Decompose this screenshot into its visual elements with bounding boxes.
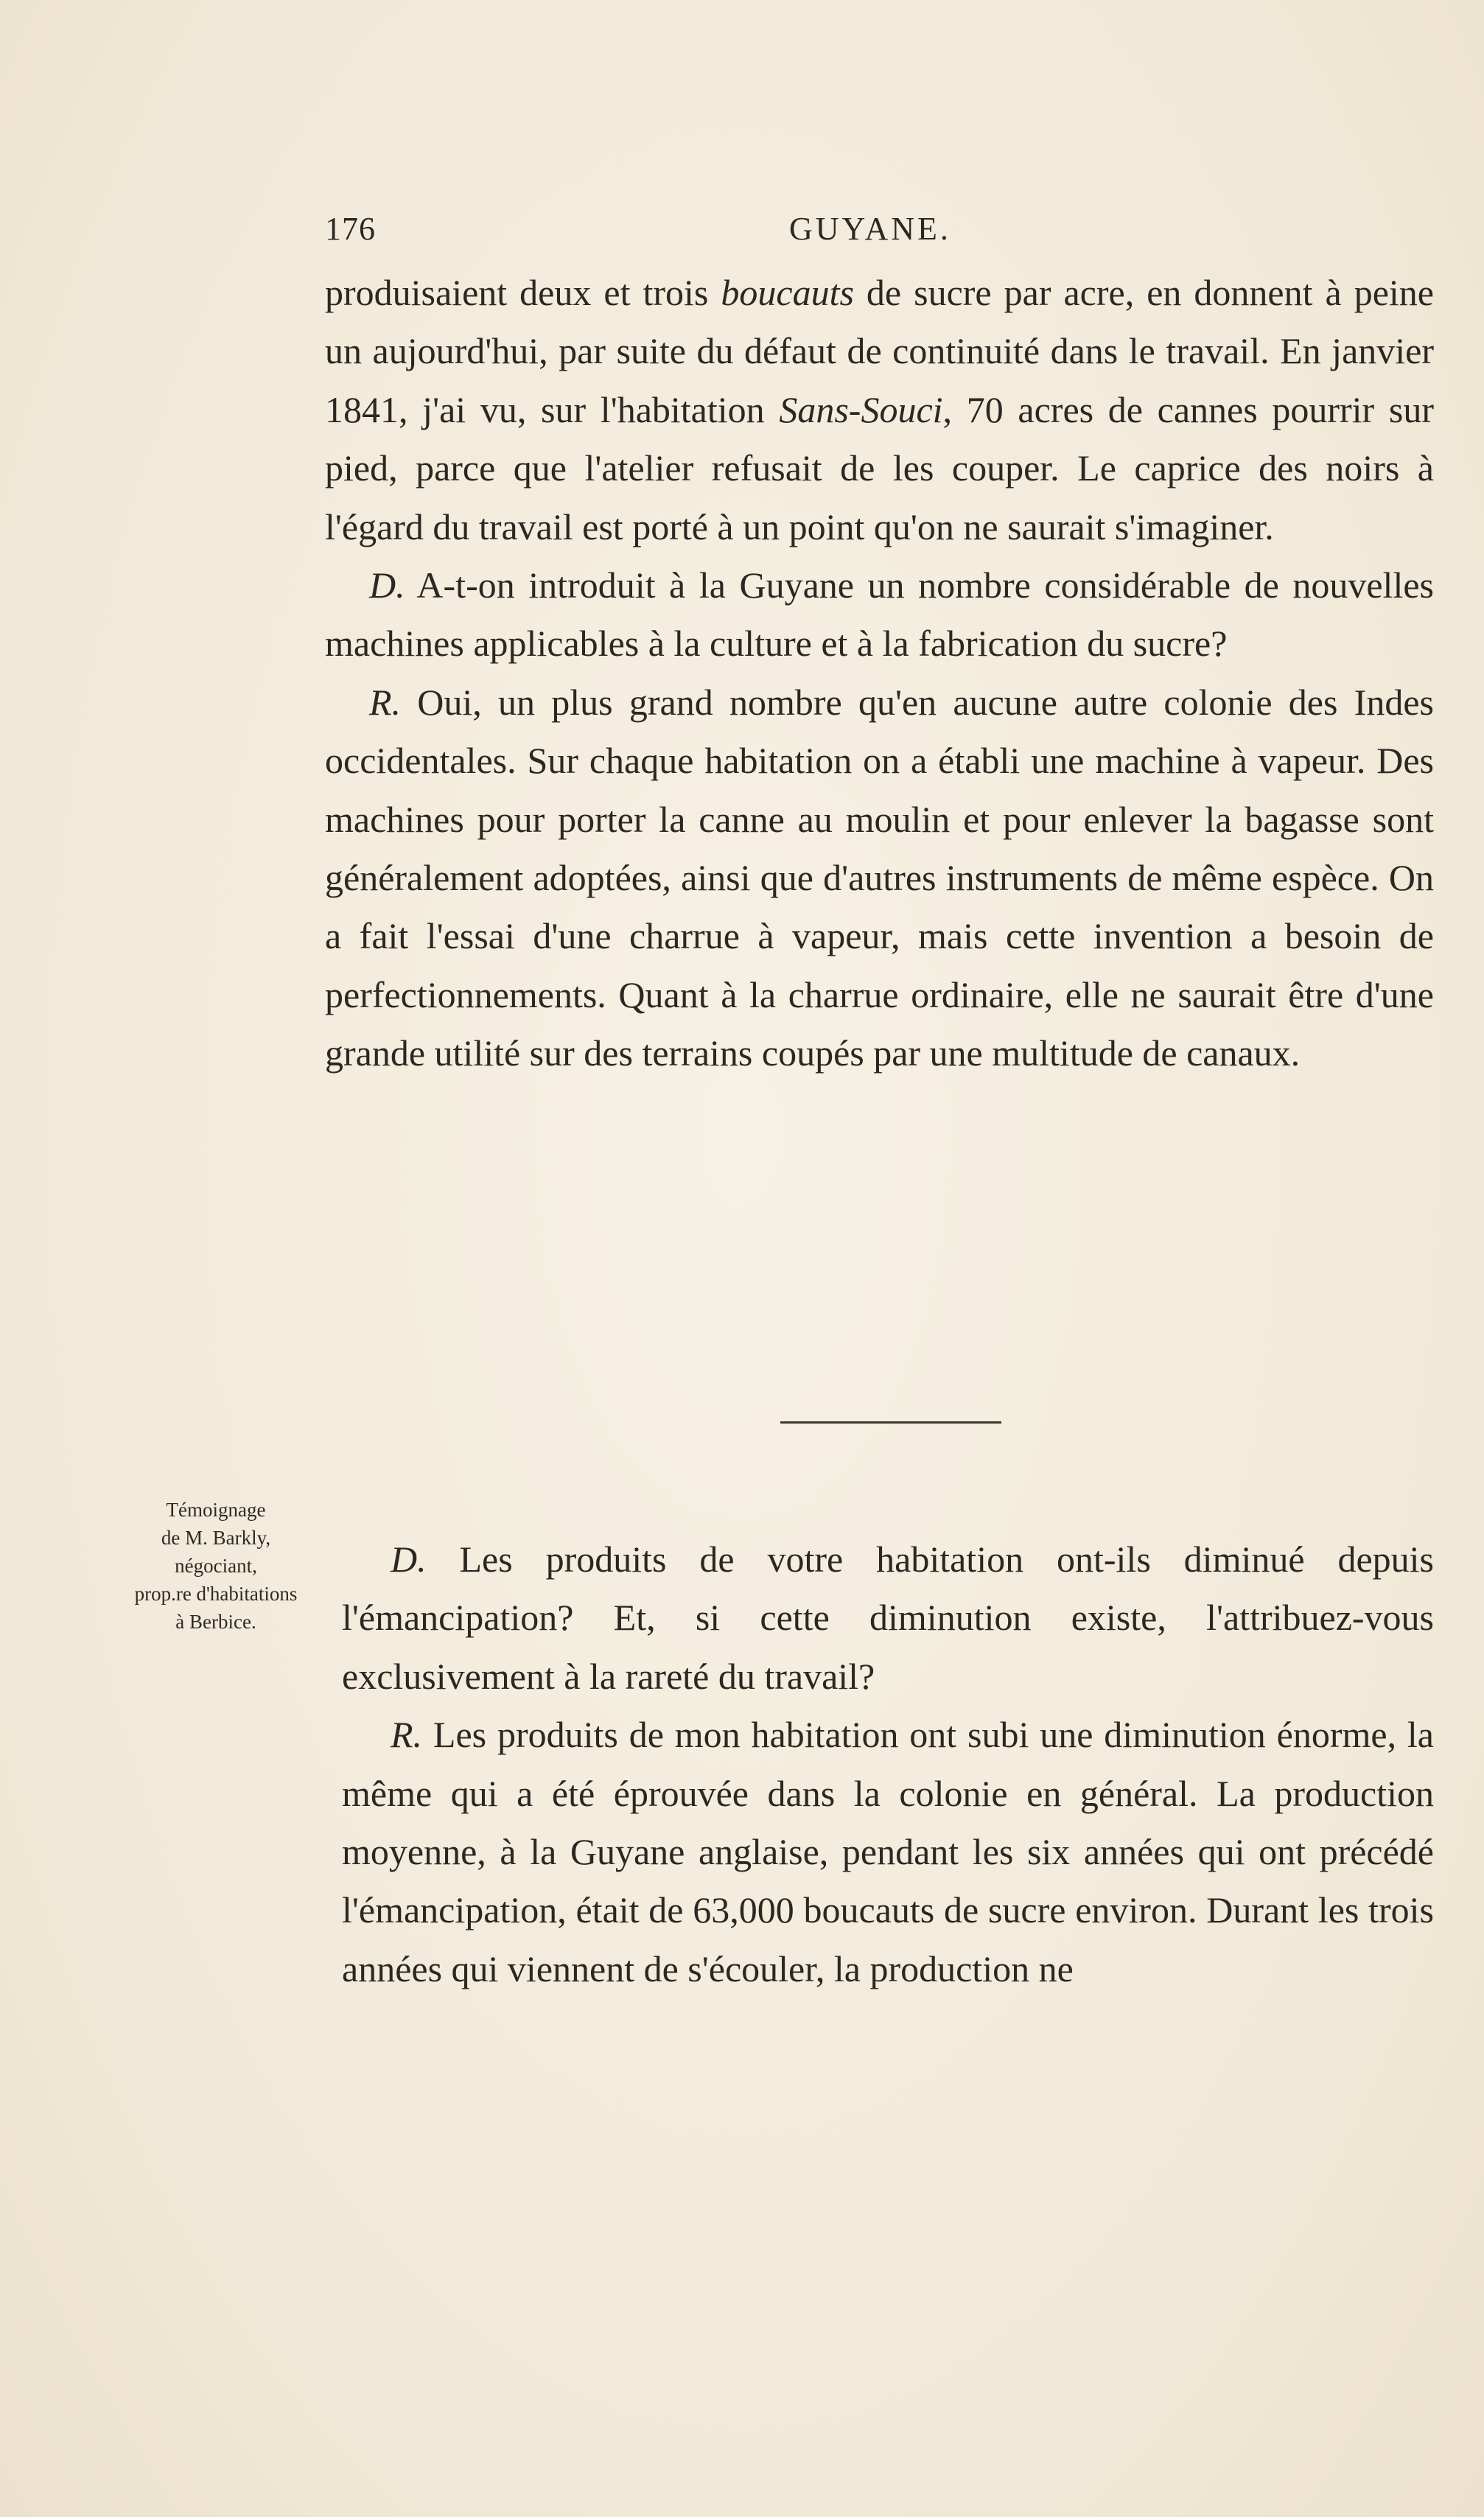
answer-paragraph: R. Oui, un plus grand nombre qu'en aucune autre colonie des Indes occidentales. Sur chaque habitation on a établi une machine à vapeur. Des machines pour porter la canne au moulin et pour enlever la bagasse sont généralement adoptées, ainsi que d'autres instruments de même espèce. On a fait l'essai d'une charrue à vapeur, mais cette invention a besoin de perfectionnements. Quant à la charrue ordinaire, elle ne saurait être d'une grande utilité sur des terrains coupés par une multitude de canaux. bbox=[325, 681, 1434, 1074]
section-divider bbox=[780, 1421, 1001, 1424]
question-marker: D. bbox=[391, 1538, 427, 1580]
question-paragraph: D. A-t-on introduit à la Guyane un nombre considérable de nouvelles machines applicables à la culture et à la fabrication du sucre? bbox=[325, 564, 1434, 665]
question-marker: D. bbox=[369, 564, 405, 606]
margin-note: Témoignage de M. Barkly, négociant, prop.re d'habitations à Berbice. bbox=[134, 1499, 298, 1633]
answer-marker: R. bbox=[369, 681, 402, 723]
main-text-block bbox=[325, 264, 1434, 1083]
answer-paragraph: R. Les produits de mon habitation ont subi une diminution énorme, la même qui a été éprouvée dans la colonie en général. La production moyenne, à la Guyane anglaise, pendant les six années qui ont précédé l'émancipation, était de 63,000 boucauts de sucre environ. Durant les trois années qui viennent de s'écouler, la production ne bbox=[342, 1714, 1434, 1989]
question-paragraph: D. Les produits de votre habitation ont-ils diminué depuis l'émancipation? Et, si cette diminution existe, l'attribuez-vous exclusivement à la rareté du travail? bbox=[342, 1538, 1434, 1697]
answer-marker: R. bbox=[391, 1714, 423, 1756]
page-header bbox=[325, 210, 1434, 254]
page-number: 176 bbox=[325, 211, 376, 247]
paragraph-continuation: produisaient deux et trois boucauts de sucre par acre, en donnent à peine un aujourd'hui, par suite du défaut de continuité dans le travail. En janvier 1841, j'ai vu, sur l'habitation Sans-Souci, 70 acres de cannes pourrir sur pied, parce que l'atelier refusait de les couper. Le caprice des noirs à l'égard du travail est porté à un point qu'on ne saurait s'imaginer. bbox=[325, 272, 1434, 547]
running-title: GUYANE. bbox=[789, 211, 951, 247]
testimony-text-block bbox=[342, 1530, 1434, 1998]
